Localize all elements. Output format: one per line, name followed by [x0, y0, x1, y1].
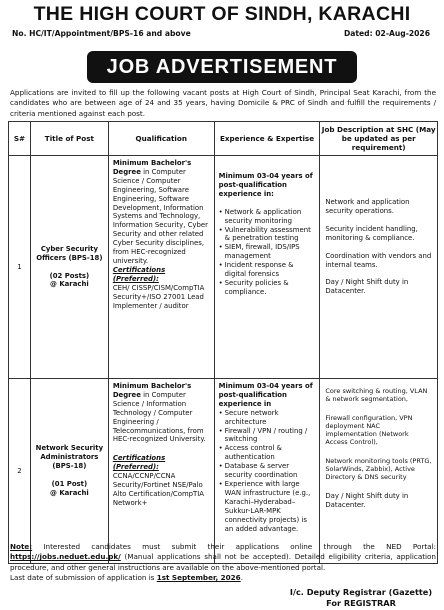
row-number: 1 — [9, 156, 31, 379]
list-item: • Secure network architecture — [219, 409, 316, 427]
certifications-text: CEH/ CISSP/CISM/CompTIA Security+/ISO 27001 Lead Implementer / auditor — [112, 283, 205, 310]
list-item: • Experience with large WAN infrastructure (e.g., Karachi–Hyderabad–Sukkur-LAR-MPK connectivity projects) is an added advantage. — [219, 480, 316, 533]
post-count: (02 Posts) — [49, 271, 90, 280]
post-location: @ Karachi — [50, 280, 89, 289]
experience-cell — [214, 379, 320, 564]
signatory-for: For REGISTRAR — [326, 598, 396, 608]
table-header-row — [9, 122, 438, 156]
row-number: 2 — [9, 379, 31, 564]
court-title: THE HIGH COURT OF SINDH, KARACHI — [33, 3, 411, 25]
post-title-cell — [30, 156, 108, 379]
vacancy-table — [8, 121, 438, 564]
list-item: • Access control & authentication — [219, 444, 316, 462]
job-item: Firewall configuration, VPN deployment NAC implementation (Network Access Control), — [325, 413, 413, 447]
job-item: Day / Night Shift duty in Datacenter. — [325, 278, 409, 296]
list-item: • Network & application security monitoring — [219, 208, 316, 226]
list-item: • SIEM, firewall, IDS/IPS management — [219, 243, 316, 261]
reference-line — [12, 29, 430, 41]
job-item: Security incident handling, monitoring & compliance. — [325, 224, 418, 242]
note-paragraph: Note: Interested candidates must submit their applications online through the NED Portal: https://jobs.neduet.edu.pk/ (Manual applications shall not be accepted). Detailed eligibility criteria, application procedure, and other general instructions are available on the above-mentioned portal. Last date of submission of application is 1st September, 2026. — [10, 542, 436, 583]
header-job-description: Job Description at SHC (May be updated as per requirement) — [320, 122, 438, 156]
post-title-cell — [30, 379, 108, 564]
experience-list — [219, 409, 316, 534]
post-location: @ Karachi — [50, 488, 89, 497]
job-item: Core switching & routing, VLAN & network segmentation, — [325, 387, 428, 404]
qualification-cell — [108, 156, 214, 379]
header-title: Title of Post — [30, 122, 108, 156]
list-item: • Database & server security coordination — [219, 462, 316, 480]
list-item: • Firewall / VPN / routing / switching — [219, 427, 316, 445]
job-item: Network and application security operations. — [325, 198, 410, 215]
intro-paragraph: Applications are invited to fill up the following vacant posts at High Court of Sindh, Principal Seat Karachi, from the candidates who are between age of 24 and 35 years, having Domicile & PRC of Sindh and fulfill the requirements / criteria mentioned against each post. — [10, 88, 436, 118]
portal-link[interactable]: https://jobs.neduet.edu.pk/ — [10, 552, 121, 562]
header-experience: Experience & Expertise — [214, 122, 320, 156]
experience-heading: Minimum 03-04 years of post-qualification experience in — [218, 382, 313, 408]
experience-cell — [214, 156, 320, 379]
job-description-cell — [320, 156, 438, 379]
post-title: Network Security Administrators (BPS-18) — [35, 444, 104, 471]
header-sn: S# — [9, 122, 31, 156]
signatory-title: I/c. Deputy Registrar (Gazette) — [289, 587, 433, 597]
table-row — [9, 156, 438, 379]
post-count: (01 Post) — [51, 479, 88, 488]
deadline-date: 1st September, 2026 — [156, 573, 241, 583]
experience-list — [219, 208, 316, 297]
note-label: Note: — [10, 542, 33, 551]
signature-block — [286, 587, 436, 609]
list-item: • Incident response & digital forensics — [219, 261, 316, 279]
qualification-cell — [108, 379, 214, 564]
job-item: Network monitoring tools (PRTG, SolarWinds, Zabbix), Active Directory & DNS security — [325, 456, 432, 482]
certifications-label: Certifications (Preferred): — [112, 265, 166, 283]
qualification-text: Minimum Bachelor's Degree in Computer Science / Information Technology / Computer Engineering / Telecommunications, from HEC-recognized University. — [112, 382, 206, 444]
experience-heading: Minimum 03-04 years of post-qualification experience in: — [218, 172, 313, 198]
job-advertisement-banner: JOB ADVERTISEMENT — [87, 51, 357, 83]
reference-number: No. HC/IT/Appointment/BPS-16 and above — [12, 29, 191, 38]
advertisement-date: Dated: 02-Aug-2026 — [343, 29, 430, 38]
post-title: Cyber Security Officers (BPS-18) — [36, 244, 103, 262]
job-description-cell — [320, 379, 438, 564]
job-item: Coordination with vendors and internal teams. — [325, 251, 432, 269]
qualification-text: Minimum Bachelor's Degree in Computer Science / Computer Engineering, Software Engineering, Software Development, Information Systems and Technology, Information Security, Cyber Security and other related Cyber Security disciplines, from HEC-recognized university. — [112, 159, 208, 265]
list-item: • Vulnerability assessment & penetration testing — [219, 226, 316, 244]
header-qualification: Qualification — [108, 122, 214, 156]
table-row — [9, 379, 438, 564]
list-item: • Security policies & compliance. — [219, 279, 316, 297]
certifications-text: CCNA/CCNP/CCNA Security/Fortinet NSE/Palo Alto Certification/CompTIA Network+ — [112, 472, 205, 507]
certifications-label: Certifications (Preferred): — [112, 454, 166, 472]
job-item: Day / Night Shift duty in Datacenter. — [325, 491, 409, 509]
